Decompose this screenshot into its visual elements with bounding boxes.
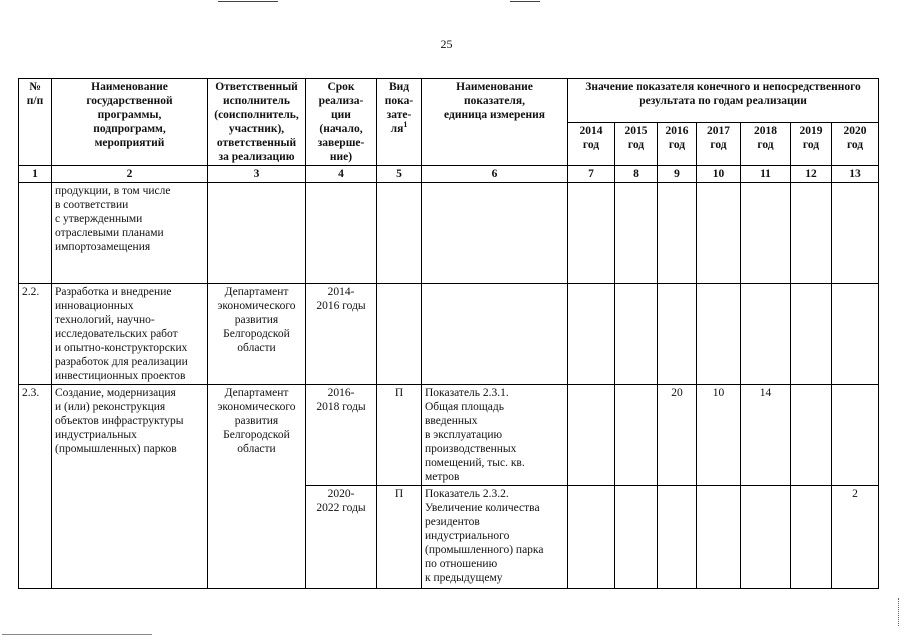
row-value: [741, 486, 791, 589]
header-year: 2015 год: [615, 122, 658, 166]
page-edge-fragment: [218, 1, 278, 2]
row-num: [19, 183, 52, 284]
row-executor: Департамент экономического развития Белгородской области: [208, 385, 306, 589]
row-executor: [208, 183, 306, 284]
header-indicator-type-label: Вид пока- зате- ля: [384, 81, 414, 135]
column-number: 4: [306, 166, 377, 183]
column-number: 2: [52, 166, 208, 183]
row-indicator: [422, 183, 568, 284]
page-edge-fragment: [510, 1, 540, 2]
row-value: [658, 284, 697, 385]
table-row: [19, 183, 879, 284]
row-value: [832, 183, 879, 284]
row-value: [658, 183, 697, 284]
header-num: № п/п: [19, 79, 52, 166]
column-number: 9: [658, 166, 697, 183]
row-value: [741, 284, 791, 385]
table-row: [19, 385, 879, 486]
page-number: 25: [440, 37, 453, 51]
header-year: 2020 год: [832, 122, 879, 166]
row-indicator-type: [377, 183, 422, 284]
column-number: 13: [832, 166, 879, 183]
row-num: 2.3.: [19, 385, 52, 589]
header-values: Значение показателя конечного и непосредственного результата по годам реализации: [568, 79, 879, 123]
row-value: [615, 486, 658, 589]
row-value: [615, 385, 658, 486]
header-year: 2017 год: [697, 122, 741, 166]
row-executor: Департамент экономического развития Белгородской области: [208, 284, 306, 385]
row-value: [568, 183, 615, 284]
header-year: 2014 год: [568, 122, 615, 166]
column-number: 8: [615, 166, 658, 183]
row-indicator-type: П: [377, 486, 422, 589]
row-value: [658, 486, 697, 589]
row-indicator: [422, 284, 568, 385]
column-number: 1: [19, 166, 52, 183]
footnote-marker: 1: [403, 120, 408, 130]
table-row: [19, 284, 879, 385]
row-value: [568, 284, 615, 385]
header-year: 2016 год: [658, 122, 697, 166]
header-indicator-name: Наименование показателя, единица измерения: [422, 79, 568, 166]
row-value: 10: [697, 385, 741, 486]
header-name: Наименование государственной программы, подпрограмм, мероприятий: [52, 79, 208, 166]
header-executor: Ответственный исполнитель (соисполнитель, участник), ответственный за реализацию: [208, 79, 306, 166]
row-value: [615, 284, 658, 385]
row-name: Разработка и внедрение инновационных технологий, научно- исследовательских работ и опытно-конструкторских разработок для реализации инвестиционных проектов: [52, 284, 208, 385]
row-indicator: Показатель 2.3.1. Общая площадь введенных в эксплуатацию производственных помещений, тыс. кв. метров: [422, 385, 568, 486]
row-value: [741, 183, 791, 284]
program-table: [18, 78, 879, 589]
header-indicator-type: [377, 79, 422, 166]
header-term: Срок реализа- ции (начало, заверше- ние): [306, 79, 377, 166]
column-number: 11: [741, 166, 791, 183]
row-value: [568, 385, 615, 486]
row-name: Создание, модернизация и (или) реконструкция объектов инфраструктуры индустриальных (промышленных) парков: [52, 385, 208, 589]
row-num: 2.2.: [19, 284, 52, 385]
row-term: 2020- 2022 годы: [306, 486, 377, 589]
row-indicator: Показатель 2.3.2. Увеличение количества резидентов индустриального (промышленного) парка по отношению к предыдущему: [422, 486, 568, 589]
column-numbers-row: [19, 166, 879, 183]
row-value: [697, 486, 741, 589]
row-value: [791, 284, 832, 385]
row-name: продукции, в том числе в соответствии с утвержденными отраслевыми планами импортозамещения: [52, 183, 208, 284]
row-value: [697, 183, 741, 284]
row-indicator-type: [377, 284, 422, 385]
row-value: 14: [741, 385, 791, 486]
row-term: 2016- 2018 годы: [306, 385, 377, 486]
row-term: [306, 183, 377, 284]
row-term: 2014- 2016 годы: [306, 284, 377, 385]
row-value: [791, 183, 832, 284]
row-indicator-type: П: [377, 385, 422, 486]
row-value: [791, 385, 832, 486]
scan-edge-mark: [898, 598, 904, 626]
column-number: 7: [568, 166, 615, 183]
column-number: 3: [208, 166, 306, 183]
row-value: [568, 486, 615, 589]
row-value: [832, 385, 879, 486]
header-year: 2019 год: [791, 122, 832, 166]
row-value: [615, 183, 658, 284]
header-row: [19, 79, 879, 123]
row-value: [791, 486, 832, 589]
column-number: 6: [422, 166, 568, 183]
column-number: 5: [377, 166, 422, 183]
header-year: 2018 год: [741, 122, 791, 166]
row-value: 2: [832, 486, 879, 589]
row-value: 20: [658, 385, 697, 486]
row-value: [697, 284, 741, 385]
page-edge-fragment: [2, 634, 152, 635]
column-number: 10: [697, 166, 741, 183]
column-number: 12: [791, 166, 832, 183]
row-value: [832, 284, 879, 385]
